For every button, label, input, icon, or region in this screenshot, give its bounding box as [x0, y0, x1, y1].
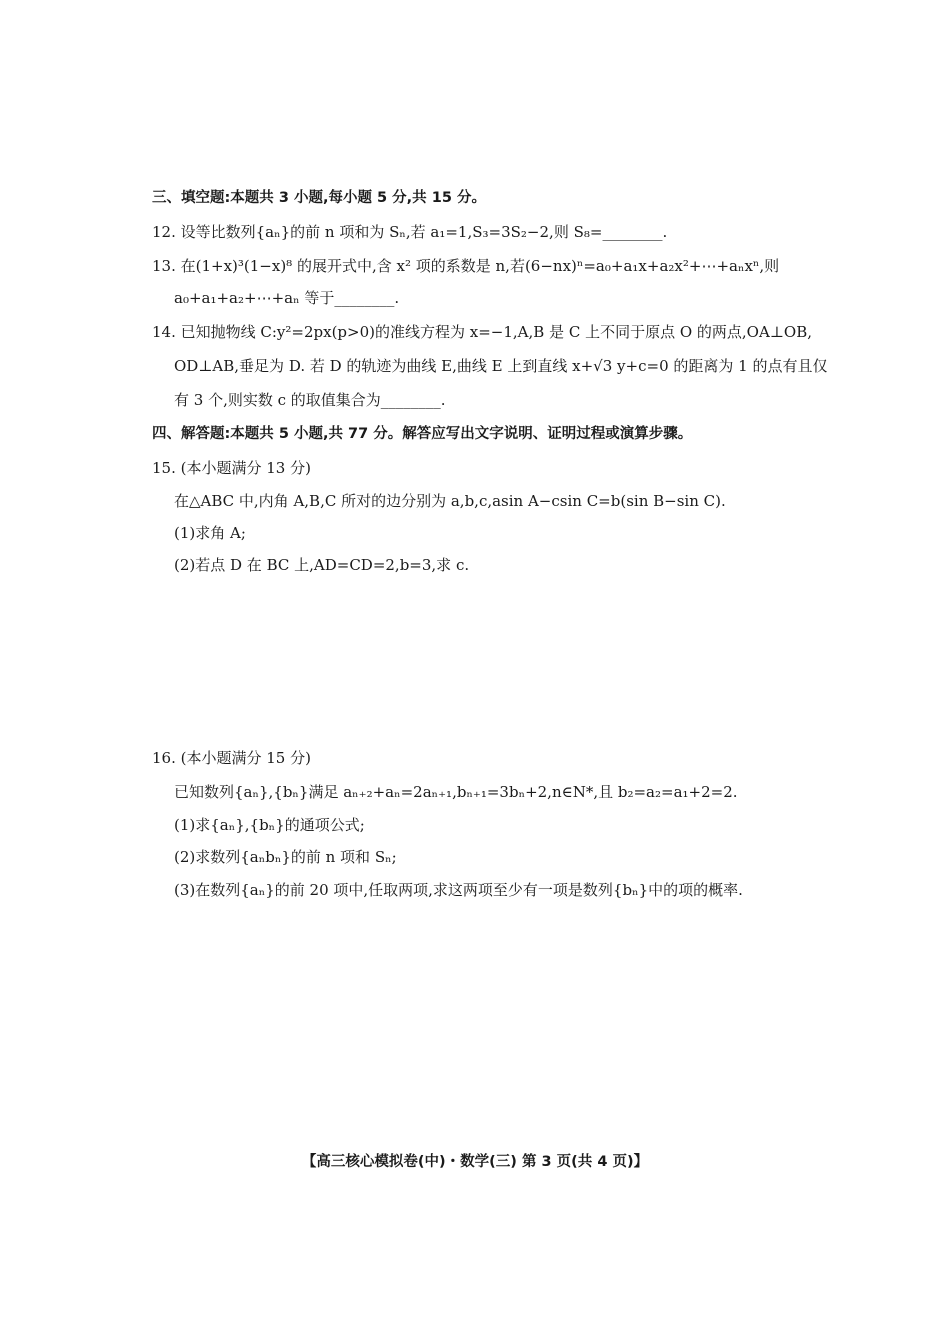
question-15-title: 15. (本小题满分 13 分) — [152, 459, 311, 477]
question-16-part-1: (1)求{aₙ},{bₙ}的通项公式; — [174, 816, 365, 834]
question-14-line-3: 有 3 个,则实数 c 的取值集合为________. — [174, 391, 446, 409]
question-14-line-2: OD⊥AB,垂足为 D. 若 D 的轨迹为曲线 E,曲线 E 上到直线 x+√3 y+c=0 的距离为 1 的点有且仅 — [174, 357, 828, 375]
question-13-line-2: a₀+a₁+a₂+⋯+aₙ 等于________. — [174, 289, 400, 307]
page-footer: 【高三核心模拟卷(中)・数学(三) 第 3 页(共 4 页)】 — [301, 1154, 649, 1170]
section-3-heading: 三、填空题:本题共 3 小题,每小题 5 分,共 15 分。 — [152, 190, 486, 206]
question-13-line-1: 13. 在(1+x)³(1−x)⁸ 的展开式中,含 x² 项的系数是 n,若(6−nx)ⁿ=a₀+a₁x+a₂x²+⋯+aₙxⁿ,则 — [152, 257, 780, 275]
section-4-heading: 四、解答题:本题共 5 小题,共 77 分。解答应写出文字说明、证明过程或演算步骤。 — [152, 426, 693, 442]
question-16-stem: 已知数列{aₙ},{bₙ}满足 aₙ₊₂+aₙ=2aₙ₊₁,bₙ₊₁=3bₙ+2,n∈N*,且 b₂=a₂=a₁+2=2. — [174, 783, 738, 801]
question-16-title: 16. (本小题满分 15 分) — [152, 749, 311, 767]
question-15-part-1: (1)求角 A; — [174, 524, 246, 542]
question-15-stem: 在△ABC 中,内角 A,B,C 所对的边分别为 a,b,c,asin A−csin C=b(sin B−sin C). — [174, 492, 726, 510]
question-15-part-2: (2)若点 D 在 BC 上,AD=CD=2,b=3,求 c. — [174, 556, 470, 574]
question-16-part-2: (2)求数列{aₙbₙ}的前 n 项和 Sₙ; — [174, 848, 397, 866]
question-12: 12. 设等比数列{aₙ}的前 n 项和为 Sₙ,若 a₁=1,S₃=3S₂−2,则 S₈=________. — [152, 223, 668, 241]
question-16-part-3: (3)在数列{aₙ}的前 20 项中,任取两项,求这两项至少有一项是数列{bₙ}中的项的概率. — [174, 881, 743, 899]
question-14-line-1: 14. 已知抛物线 C:y²=2px(p>0)的准线方程为 x=−1,A,B 是 C 上不同于原点 O 的两点,OA⊥OB, — [152, 323, 813, 341]
